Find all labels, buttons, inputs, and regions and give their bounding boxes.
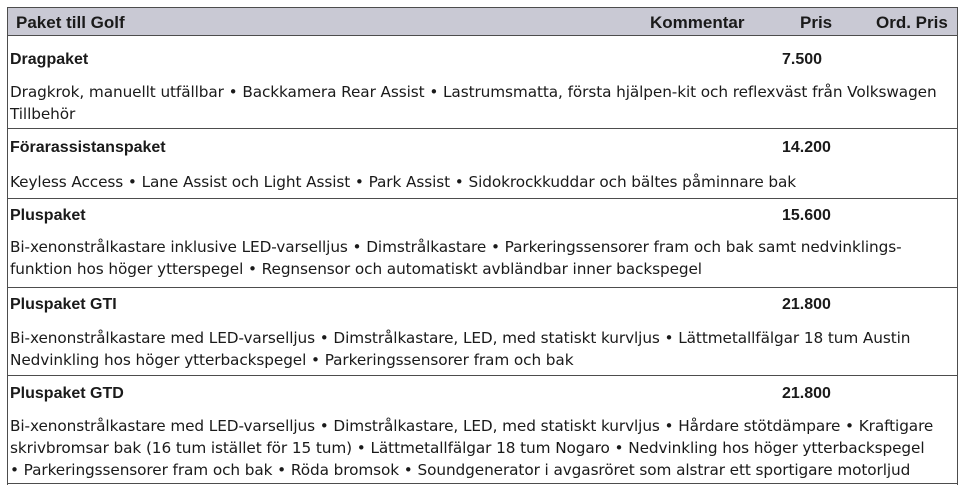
package-description-pluspaket (10, 236, 945, 280)
package-description-pluspaket-gtd (10, 415, 945, 481)
package-name-dragpaket: Dragpaket (10, 51, 89, 68)
header-ord-price: Ord. Pris (876, 13, 948, 32)
package-description-pluspaket-gti (10, 327, 945, 371)
header-price: Pris (800, 13, 833, 32)
table-bottom-border (7, 483, 958, 484)
description-line: Bi-xenonstrålkastare inklusive LED-varselljus • Dimstrålkastare • Parkeringssensorer fram och bak samt nedvinklings- (10, 238, 902, 256)
description-line: Nedvinkling hos höger ytterbackspegel • Parkeringssensorer fram och bak (10, 351, 574, 369)
package-price-pluspaket: 15.600 (782, 207, 831, 224)
table-header (7, 7, 958, 36)
description-line: Keyless Access • Lane Assist och Light Assist • Park Assist • Sidokrockkuddar och bältes påminnare bak (10, 173, 797, 191)
header-comment: Kommentar (650, 13, 745, 32)
package-price-pluspaket-gti: 21.800 (782, 296, 831, 313)
table-right-border (957, 35, 958, 485)
package-description-forarassistanspaket (10, 171, 945, 193)
description-line: • Parkeringssensorer fram och bak • Röda bromsok • Soundgenerator i avgasröret som alstrar ett sportigare motorljud (10, 461, 911, 479)
description-line: funktion hos höger ytterspegel • Regnsensor och automatiskt avbländbar inner backspegel (10, 260, 702, 278)
package-price-forarassistanspaket: 14.200 (782, 139, 831, 156)
price-list-table (1, 1, 959, 484)
header-title: Paket till Golf (16, 13, 125, 32)
package-name-pluspaket-gtd: Pluspaket GTD (10, 385, 124, 402)
package-name-forarassistanspaket: Förarassistanspaket (10, 139, 166, 156)
package-description-dragpaket (10, 81, 945, 125)
package-price-dragpaket: 7.500 (782, 51, 823, 68)
description-line: Dragkrok, manuellt utfällbar • Backkamera Rear Assist • Lastrumsmatta, första hjälpen-kit och reflexväst från Volkswagen (10, 83, 937, 101)
package-price-pluspaket-gtd: 21.800 (782, 385, 831, 402)
description-line: skrivbromsar bak (16 tum istället för 15 tum) • Lättmetallfälgar 18 tum Nogaro • Nedvinkling hos höger ytterbackspegel (10, 439, 925, 457)
package-name-pluspaket-gti: Pluspaket GTI (10, 296, 117, 313)
description-line: Bi-xenonstrålkastare med LED-varselljus • Dimstrålkastare, LED, med statiskt kurvljus • Lättmetallfälgar 18 tum Austin (10, 329, 911, 347)
package-name-pluspaket: Pluspaket (10, 207, 86, 224)
description-line: Bi-xenonstrålkastare med LED-varselljus • Dimstrålkastare, LED, med statiskt kurvljus • Hårdare stötdämpare • Kraftigare (10, 417, 934, 435)
table-left-border (7, 35, 8, 485)
description-line: Tillbehör (10, 105, 76, 123)
